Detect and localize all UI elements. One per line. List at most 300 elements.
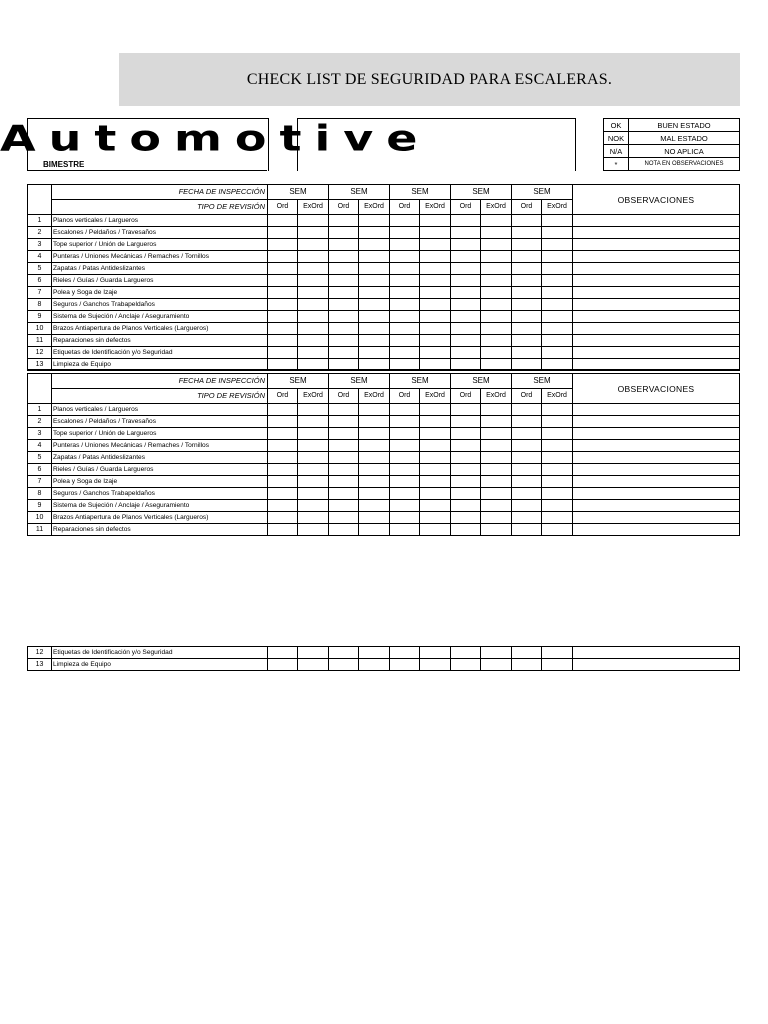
ord-check-cell[interactable] bbox=[390, 524, 420, 536]
ord-check-cell[interactable] bbox=[329, 263, 359, 275]
exord-check-cell[interactable] bbox=[420, 500, 451, 512]
ord-check-cell[interactable] bbox=[512, 311, 542, 323]
ord-check-cell[interactable] bbox=[390, 251, 420, 263]
ord-check-cell[interactable] bbox=[390, 452, 420, 464]
ord-check-cell[interactable] bbox=[390, 659, 420, 671]
exord-check-cell[interactable] bbox=[481, 239, 512, 251]
ord-check-cell[interactable] bbox=[512, 416, 542, 428]
exord-check-cell[interactable] bbox=[481, 659, 512, 671]
exord-check-cell[interactable] bbox=[420, 452, 451, 464]
exord-check-cell[interactable] bbox=[359, 440, 390, 452]
exord-check-cell[interactable] bbox=[298, 659, 329, 671]
observaciones-cell[interactable] bbox=[573, 227, 740, 239]
ord-check-cell[interactable] bbox=[268, 659, 298, 671]
ord-check-cell[interactable] bbox=[451, 323, 481, 335]
observaciones-cell[interactable] bbox=[573, 440, 740, 452]
item-number: 12 bbox=[28, 647, 52, 659]
exord-check-cell[interactable] bbox=[542, 239, 573, 251]
exord-check-cell[interactable] bbox=[542, 428, 573, 440]
exord-check-cell[interactable] bbox=[298, 476, 329, 488]
exord-check-cell[interactable] bbox=[542, 659, 573, 671]
exord-check-cell[interactable] bbox=[298, 323, 329, 335]
exord-check-cell[interactable] bbox=[481, 464, 512, 476]
observaciones-cell[interactable] bbox=[573, 239, 740, 251]
exord-check-cell[interactable] bbox=[420, 464, 451, 476]
exord-check-cell[interactable] bbox=[420, 239, 451, 251]
exord-check-cell[interactable] bbox=[420, 227, 451, 239]
ord-check-cell[interactable] bbox=[268, 428, 298, 440]
ord-check-cell[interactable] bbox=[512, 323, 542, 335]
ord-check-cell[interactable] bbox=[390, 215, 420, 227]
ord-check-cell[interactable] bbox=[329, 659, 359, 671]
exord-check-cell[interactable] bbox=[481, 647, 512, 659]
exord-check-cell[interactable] bbox=[298, 524, 329, 536]
ord-check-cell[interactable] bbox=[451, 524, 481, 536]
exord-check-cell[interactable] bbox=[298, 452, 329, 464]
exord-check-cell[interactable] bbox=[359, 287, 390, 299]
ord-check-cell[interactable] bbox=[329, 215, 359, 227]
ord-check-cell[interactable] bbox=[451, 251, 481, 263]
exord-check-cell[interactable] bbox=[359, 227, 390, 239]
exord-check-cell[interactable] bbox=[542, 335, 573, 347]
observaciones-cell[interactable] bbox=[573, 500, 740, 512]
exord-check-cell[interactable] bbox=[420, 299, 451, 311]
exord-check-cell[interactable] bbox=[420, 335, 451, 347]
ord-check-cell[interactable] bbox=[512, 299, 542, 311]
ord-check-cell[interactable] bbox=[268, 227, 298, 239]
exord-check-cell[interactable] bbox=[420, 512, 451, 524]
exord-check-cell[interactable] bbox=[359, 512, 390, 524]
ord-check-cell[interactable] bbox=[451, 227, 481, 239]
observaciones-cell[interactable] bbox=[573, 251, 740, 263]
ord-check-cell[interactable] bbox=[329, 239, 359, 251]
exord-check-cell[interactable] bbox=[542, 251, 573, 263]
exord-check-cell[interactable] bbox=[359, 323, 390, 335]
ord-check-cell[interactable] bbox=[451, 428, 481, 440]
item-number: 13 bbox=[28, 659, 52, 671]
exord-check-cell[interactable] bbox=[542, 452, 573, 464]
exord-check-cell[interactable] bbox=[542, 464, 573, 476]
exord-check-cell[interactable] bbox=[420, 476, 451, 488]
ord-check-cell[interactable] bbox=[390, 299, 420, 311]
exord-check-cell[interactable] bbox=[298, 416, 329, 428]
ord-check-cell[interactable] bbox=[390, 311, 420, 323]
ord-check-cell[interactable] bbox=[512, 251, 542, 263]
checklist-row bbox=[28, 464, 740, 476]
observaciones-cell[interactable] bbox=[573, 311, 740, 323]
ord-check-cell[interactable] bbox=[451, 512, 481, 524]
exord-check-cell[interactable] bbox=[359, 647, 390, 659]
exord-check-cell[interactable] bbox=[481, 428, 512, 440]
ord-check-cell[interactable] bbox=[451, 464, 481, 476]
checklist-row bbox=[28, 323, 740, 335]
ord-check-cell[interactable] bbox=[512, 428, 542, 440]
ord-check-cell[interactable] bbox=[451, 404, 481, 416]
exord-check-cell[interactable] bbox=[420, 347, 451, 359]
ord-check-cell[interactable] bbox=[512, 227, 542, 239]
ord-check-cell[interactable] bbox=[329, 524, 359, 536]
exord-check-cell[interactable] bbox=[298, 311, 329, 323]
ord-check-cell[interactable] bbox=[268, 404, 298, 416]
ord-check-cell[interactable] bbox=[512, 239, 542, 251]
observaciones-cell[interactable] bbox=[573, 659, 740, 671]
observaciones-cell[interactable] bbox=[573, 416, 740, 428]
ord-check-cell[interactable] bbox=[268, 275, 298, 287]
ord-check-cell[interactable] bbox=[512, 347, 542, 359]
ord-check-cell[interactable] bbox=[329, 464, 359, 476]
exord-check-cell[interactable] bbox=[420, 323, 451, 335]
ord-check-cell[interactable] bbox=[451, 239, 481, 251]
exord-check-cell[interactable] bbox=[481, 263, 512, 275]
ord-check-cell[interactable] bbox=[390, 263, 420, 275]
fecha-inspeccion-label: FECHA DE INSPECCIÓN bbox=[52, 374, 268, 389]
ord-check-cell[interactable] bbox=[512, 464, 542, 476]
observaciones-cell[interactable] bbox=[573, 488, 740, 500]
ord-check-cell[interactable] bbox=[512, 524, 542, 536]
observaciones-header: OBSERVACIONES bbox=[573, 374, 740, 404]
exord-check-cell[interactable] bbox=[359, 476, 390, 488]
ord-check-cell[interactable] bbox=[390, 275, 420, 287]
observaciones-cell[interactable] bbox=[573, 464, 740, 476]
sem-header: SEM bbox=[329, 374, 390, 389]
ord-check-cell[interactable] bbox=[268, 488, 298, 500]
exord-check-cell[interactable] bbox=[542, 500, 573, 512]
exord-check-cell[interactable] bbox=[420, 416, 451, 428]
ord-check-cell[interactable] bbox=[268, 323, 298, 335]
ord-check-cell[interactable] bbox=[268, 440, 298, 452]
ord-check-cell[interactable] bbox=[512, 275, 542, 287]
exord-check-cell[interactable] bbox=[481, 347, 512, 359]
exord-check-cell[interactable] bbox=[542, 416, 573, 428]
exord-check-cell[interactable] bbox=[481, 452, 512, 464]
exord-check-cell[interactable] bbox=[542, 311, 573, 323]
exord-check-cell[interactable] bbox=[359, 335, 390, 347]
ord-check-cell[interactable] bbox=[451, 215, 481, 227]
exord-check-cell[interactable] bbox=[542, 299, 573, 311]
exord-check-cell[interactable] bbox=[420, 440, 451, 452]
exord-check-cell[interactable] bbox=[359, 311, 390, 323]
exord-check-cell[interactable] bbox=[420, 524, 451, 536]
ord-check-cell[interactable] bbox=[512, 287, 542, 299]
exord-check-cell[interactable] bbox=[420, 275, 451, 287]
ord-check-cell[interactable] bbox=[329, 335, 359, 347]
exord-check-cell[interactable] bbox=[359, 488, 390, 500]
exord-check-cell[interactable] bbox=[359, 299, 390, 311]
ord-check-cell[interactable] bbox=[451, 275, 481, 287]
ord-check-cell[interactable] bbox=[268, 647, 298, 659]
exord-check-cell[interactable] bbox=[542, 488, 573, 500]
ord-check-cell[interactable] bbox=[390, 347, 420, 359]
exord-check-cell[interactable] bbox=[420, 428, 451, 440]
exord-check-cell[interactable] bbox=[298, 335, 329, 347]
exord-check-cell[interactable] bbox=[420, 659, 451, 671]
exord-check-cell[interactable] bbox=[481, 287, 512, 299]
exord-check-cell[interactable] bbox=[420, 311, 451, 323]
ord-check-cell[interactable] bbox=[329, 488, 359, 500]
ord-check-cell[interactable] bbox=[329, 428, 359, 440]
exord-check-cell[interactable] bbox=[481, 311, 512, 323]
exord-check-cell[interactable] bbox=[420, 251, 451, 263]
exord-check-cell[interactable] bbox=[298, 404, 329, 416]
ord-check-cell[interactable] bbox=[512, 512, 542, 524]
exord-check-cell[interactable] bbox=[298, 287, 329, 299]
exord-check-cell[interactable] bbox=[298, 488, 329, 500]
exord-check-cell[interactable] bbox=[359, 524, 390, 536]
ord-check-cell[interactable] bbox=[268, 335, 298, 347]
ord-check-cell[interactable] bbox=[390, 416, 420, 428]
ord-check-cell[interactable] bbox=[329, 275, 359, 287]
ord-check-cell[interactable] bbox=[390, 500, 420, 512]
exord-check-cell[interactable] bbox=[542, 524, 573, 536]
legend-meaning: MAL ESTADO bbox=[629, 132, 740, 145]
exord-check-cell[interactable] bbox=[359, 404, 390, 416]
exord-check-cell[interactable] bbox=[298, 428, 329, 440]
ord-check-cell[interactable] bbox=[390, 647, 420, 659]
exord-check-cell[interactable] bbox=[420, 404, 451, 416]
ord-check-cell[interactable] bbox=[329, 227, 359, 239]
exord-check-cell[interactable] bbox=[420, 488, 451, 500]
ord-check-cell[interactable] bbox=[390, 335, 420, 347]
exord-header: ExOrd bbox=[542, 389, 573, 404]
exord-check-cell[interactable] bbox=[298, 299, 329, 311]
ord-check-cell[interactable] bbox=[451, 311, 481, 323]
ord-check-cell[interactable] bbox=[512, 659, 542, 671]
observaciones-cell[interactable] bbox=[573, 323, 740, 335]
ord-check-cell[interactable] bbox=[512, 335, 542, 347]
exord-check-cell[interactable] bbox=[542, 227, 573, 239]
ord-check-cell[interactable] bbox=[329, 323, 359, 335]
ord-check-cell[interactable] bbox=[451, 476, 481, 488]
exord-check-cell[interactable] bbox=[481, 524, 512, 536]
header-num-blank bbox=[28, 389, 52, 404]
exord-check-cell[interactable] bbox=[481, 512, 512, 524]
ord-check-cell[interactable] bbox=[390, 323, 420, 335]
ord-check-cell[interactable] bbox=[268, 416, 298, 428]
observaciones-cell[interactable] bbox=[573, 647, 740, 659]
ord-check-cell[interactable] bbox=[329, 311, 359, 323]
exord-check-cell[interactable] bbox=[481, 440, 512, 452]
exord-header: ExOrd bbox=[359, 200, 390, 215]
exord-check-cell[interactable] bbox=[481, 215, 512, 227]
exord-check-cell[interactable] bbox=[481, 275, 512, 287]
checklist-table-2-continued bbox=[27, 646, 740, 671]
ord-check-cell[interactable] bbox=[451, 335, 481, 347]
ord-check-cell[interactable] bbox=[390, 464, 420, 476]
observaciones-cell[interactable] bbox=[573, 512, 740, 524]
ord-check-cell[interactable] bbox=[268, 251, 298, 263]
ord-check-cell[interactable] bbox=[390, 440, 420, 452]
item-label: Tope superior / Unión de Largueros bbox=[52, 239, 268, 251]
ord-check-cell[interactable] bbox=[451, 452, 481, 464]
ord-check-cell[interactable] bbox=[390, 476, 420, 488]
ord-check-cell[interactable] bbox=[512, 215, 542, 227]
ord-check-cell[interactable] bbox=[512, 488, 542, 500]
exord-check-cell[interactable] bbox=[298, 251, 329, 263]
exord-check-cell[interactable] bbox=[542, 440, 573, 452]
item-number: 3 bbox=[28, 428, 52, 440]
ord-check-cell[interactable] bbox=[451, 500, 481, 512]
exord-check-cell[interactable] bbox=[542, 404, 573, 416]
exord-check-cell[interactable] bbox=[542, 512, 573, 524]
exord-check-cell[interactable] bbox=[298, 263, 329, 275]
ord-check-cell[interactable] bbox=[268, 239, 298, 251]
exord-check-cell[interactable] bbox=[542, 215, 573, 227]
checklist-row bbox=[28, 335, 740, 347]
exord-check-cell[interactable] bbox=[359, 659, 390, 671]
ord-check-cell[interactable] bbox=[512, 452, 542, 464]
ord-check-cell[interactable] bbox=[268, 500, 298, 512]
ord-check-cell[interactable] bbox=[268, 476, 298, 488]
bimestre-label: BIMESTRE bbox=[43, 160, 85, 169]
ord-check-cell[interactable] bbox=[329, 404, 359, 416]
ord-check-cell[interactable] bbox=[451, 647, 481, 659]
ord-header: Ord bbox=[390, 200, 420, 215]
observaciones-cell[interactable] bbox=[573, 263, 740, 275]
exord-check-cell[interactable] bbox=[359, 464, 390, 476]
ord-check-cell[interactable] bbox=[268, 287, 298, 299]
ord-check-cell[interactable] bbox=[329, 440, 359, 452]
exord-check-cell[interactable] bbox=[542, 323, 573, 335]
ord-check-cell[interactable] bbox=[268, 512, 298, 524]
ord-check-cell[interactable] bbox=[268, 263, 298, 275]
ord-check-cell[interactable] bbox=[268, 215, 298, 227]
exord-check-cell[interactable] bbox=[298, 239, 329, 251]
ord-check-cell[interactable] bbox=[329, 500, 359, 512]
exord-check-cell[interactable] bbox=[481, 488, 512, 500]
exord-check-cell[interactable] bbox=[359, 239, 390, 251]
ord-check-cell[interactable] bbox=[451, 347, 481, 359]
ord-check-cell[interactable] bbox=[451, 263, 481, 275]
exord-check-cell[interactable] bbox=[481, 500, 512, 512]
ord-check-cell[interactable] bbox=[329, 452, 359, 464]
ord-check-cell[interactable] bbox=[512, 263, 542, 275]
item-label: Brazos Antiapertura de Planos Verticales (Largueros) bbox=[52, 323, 268, 335]
ord-check-cell[interactable] bbox=[329, 251, 359, 263]
exord-check-cell[interactable] bbox=[359, 452, 390, 464]
exord-check-cell[interactable] bbox=[481, 335, 512, 347]
exord-check-cell[interactable] bbox=[542, 287, 573, 299]
ord-check-cell[interactable] bbox=[390, 239, 420, 251]
exord-check-cell[interactable] bbox=[359, 416, 390, 428]
ord-check-cell[interactable] bbox=[390, 428, 420, 440]
ord-check-cell[interactable] bbox=[390, 404, 420, 416]
observaciones-cell[interactable] bbox=[573, 476, 740, 488]
ord-check-cell[interactable] bbox=[268, 452, 298, 464]
legend-code: * bbox=[604, 158, 629, 171]
exord-check-cell[interactable] bbox=[298, 440, 329, 452]
ord-check-cell[interactable] bbox=[268, 464, 298, 476]
ord-check-cell[interactable] bbox=[329, 647, 359, 659]
exord-check-cell[interactable] bbox=[481, 227, 512, 239]
exord-check-cell[interactable] bbox=[420, 263, 451, 275]
exord-check-cell[interactable] bbox=[542, 647, 573, 659]
ord-check-cell[interactable] bbox=[329, 299, 359, 311]
ord-check-cell[interactable] bbox=[329, 287, 359, 299]
ord-check-cell[interactable] bbox=[268, 347, 298, 359]
observaciones-cell[interactable] bbox=[573, 215, 740, 227]
ord-check-cell[interactable] bbox=[451, 416, 481, 428]
exord-check-cell[interactable] bbox=[298, 215, 329, 227]
exord-check-cell[interactable] bbox=[542, 275, 573, 287]
ord-check-cell[interactable] bbox=[451, 659, 481, 671]
observaciones-cell[interactable] bbox=[573, 452, 740, 464]
header-row-fecha bbox=[28, 185, 740, 200]
ord-check-cell[interactable] bbox=[268, 311, 298, 323]
exord-check-cell[interactable] bbox=[542, 347, 573, 359]
exord-check-cell[interactable] bbox=[359, 500, 390, 512]
exord-check-cell[interactable] bbox=[359, 347, 390, 359]
ord-check-cell[interactable] bbox=[390, 488, 420, 500]
ord-check-cell[interactable] bbox=[268, 299, 298, 311]
exord-check-cell[interactable] bbox=[298, 227, 329, 239]
exord-check-cell[interactable] bbox=[298, 647, 329, 659]
ord-check-cell[interactable] bbox=[329, 476, 359, 488]
exord-check-cell[interactable] bbox=[298, 500, 329, 512]
exord-check-cell[interactable] bbox=[359, 275, 390, 287]
exord-header: ExOrd bbox=[481, 389, 512, 404]
observaciones-cell[interactable] bbox=[573, 347, 740, 359]
observaciones-cell[interactable] bbox=[573, 287, 740, 299]
exord-check-cell[interactable] bbox=[359, 428, 390, 440]
exord-check-cell[interactable] bbox=[542, 263, 573, 275]
exord-check-cell[interactable] bbox=[359, 251, 390, 263]
observaciones-cell[interactable] bbox=[573, 428, 740, 440]
exord-check-cell[interactable] bbox=[481, 416, 512, 428]
ord-check-cell[interactable] bbox=[451, 440, 481, 452]
observaciones-cell[interactable] bbox=[573, 404, 740, 416]
ord-check-cell[interactable] bbox=[451, 488, 481, 500]
exord-check-cell[interactable] bbox=[481, 299, 512, 311]
exord-check-cell[interactable] bbox=[481, 476, 512, 488]
ord-check-cell[interactable] bbox=[512, 476, 542, 488]
exord-check-cell[interactable] bbox=[481, 323, 512, 335]
exord-check-cell[interactable] bbox=[298, 464, 329, 476]
exord-check-cell[interactable] bbox=[542, 476, 573, 488]
exord-check-cell[interactable] bbox=[420, 215, 451, 227]
ord-check-cell[interactable] bbox=[268, 524, 298, 536]
item-label: Sistema de Sujeción / Anclaje / Aseguramiento bbox=[52, 311, 268, 323]
exord-check-cell[interactable] bbox=[298, 347, 329, 359]
ord-check-cell[interactable] bbox=[512, 440, 542, 452]
ord-check-cell[interactable] bbox=[329, 512, 359, 524]
ord-check-cell[interactable] bbox=[451, 299, 481, 311]
exord-check-cell[interactable] bbox=[481, 251, 512, 263]
ord-check-cell[interactable] bbox=[512, 647, 542, 659]
ord-check-cell[interactable] bbox=[329, 347, 359, 359]
ord-check-cell[interactable] bbox=[390, 227, 420, 239]
item-label: Reparaciones sin defectos bbox=[52, 335, 268, 347]
ord-check-cell[interactable] bbox=[512, 500, 542, 512]
exord-check-cell[interactable] bbox=[420, 647, 451, 659]
observaciones-cell[interactable] bbox=[573, 299, 740, 311]
ord-check-cell[interactable] bbox=[329, 416, 359, 428]
item-number: 9 bbox=[28, 500, 52, 512]
exord-check-cell[interactable] bbox=[420, 287, 451, 299]
ord-check-cell[interactable] bbox=[390, 512, 420, 524]
exord-check-cell[interactable] bbox=[298, 275, 329, 287]
exord-check-cell[interactable] bbox=[359, 263, 390, 275]
exord-check-cell[interactable] bbox=[298, 512, 329, 524]
observaciones-cell[interactable] bbox=[573, 335, 740, 347]
exord-check-cell[interactable] bbox=[359, 215, 390, 227]
bimestre-field[interactable] bbox=[27, 158, 267, 171]
ord-check-cell[interactable] bbox=[390, 287, 420, 299]
ord-check-cell[interactable] bbox=[451, 287, 481, 299]
exord-check-cell[interactable] bbox=[481, 404, 512, 416]
ord-check-cell[interactable] bbox=[512, 404, 542, 416]
observaciones-cell[interactable] bbox=[573, 275, 740, 287]
observaciones-cell[interactable] bbox=[573, 524, 740, 536]
